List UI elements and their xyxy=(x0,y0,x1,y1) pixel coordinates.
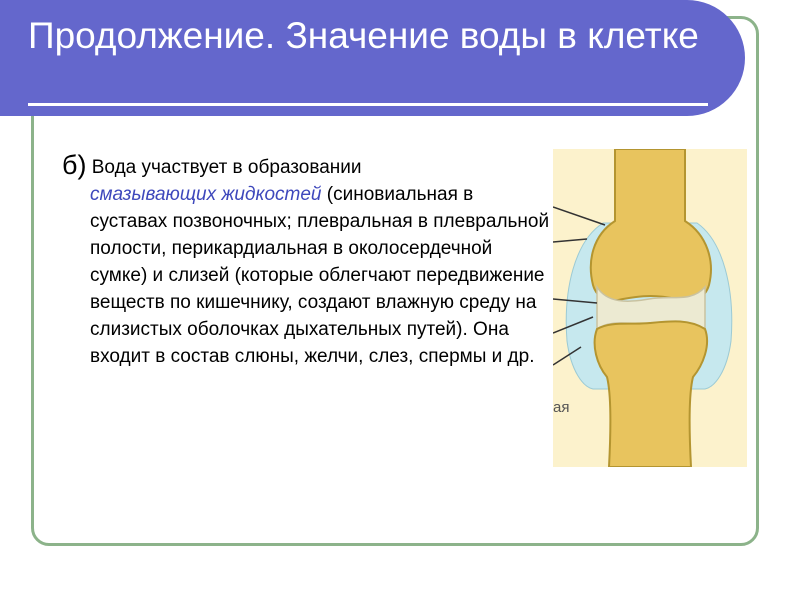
body-continuation xyxy=(62,181,550,370)
title-bar xyxy=(0,0,745,116)
body-intro: Вода участвует в образовании xyxy=(91,157,362,178)
bullet-marker: б) xyxy=(62,150,87,180)
body-details: (синовиальная в суставах позвоночных; плевральная в плевральной полости, перикардиальная в околосердечной сумке) и слизей (которые облегчают передвижение веществ по кишечнику, создают влажную среду на слизистых оболочках дыхательных путей). Она входит в состав слюны, желчи, слез, спермы и др. xyxy=(90,184,550,367)
slide-title: Продолжение. Значение воды в клетке xyxy=(28,15,699,56)
lower-bone xyxy=(595,321,707,467)
highlighted-term: смазывающих жидкостей xyxy=(90,184,322,205)
slide-body xyxy=(62,152,550,370)
figure-label-fragment: ая xyxy=(553,399,570,416)
title-underline xyxy=(28,103,708,106)
joint-illustration xyxy=(553,149,747,467)
